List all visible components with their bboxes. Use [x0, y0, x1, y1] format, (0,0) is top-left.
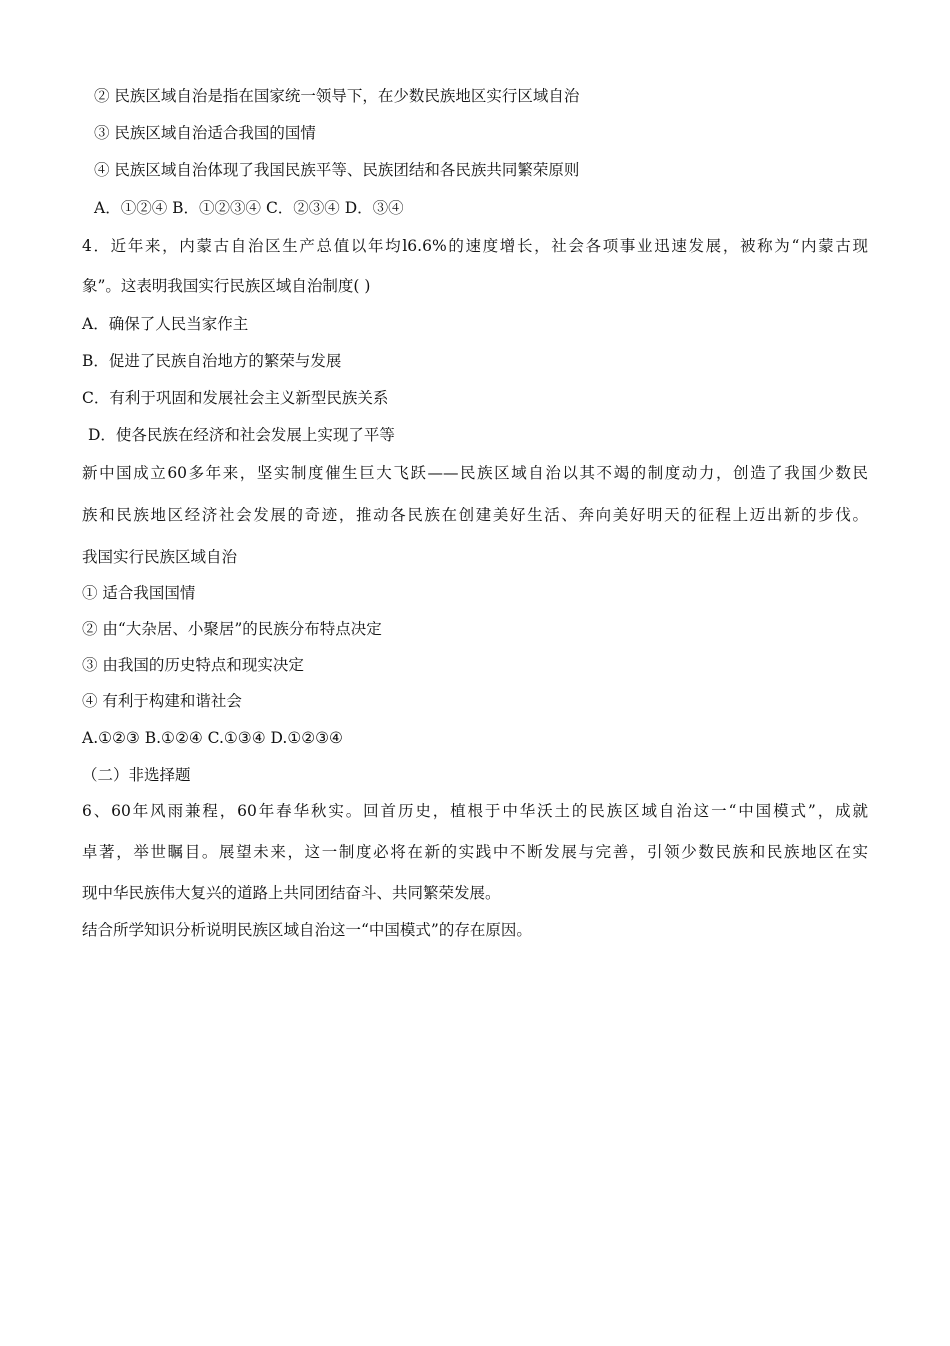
passage-line-1: 新中国成立60多年来，坚实制度催生巨大飞跃——民族区域自治以其不竭的制度动力，创造了我国少数民	[82, 464, 868, 482]
option-statement-3: ③ 民族区域自治适合我国的国情	[94, 124, 316, 142]
question-6-stem-line-3: 现中华民族伟大复兴的道路上共同团结奋斗、共同繁荣发展。	[82, 884, 501, 902]
question-4-option-a: A．确保了人民当家作主	[82, 315, 249, 333]
section-heading-non-choice: （二）非选择题	[82, 766, 191, 784]
question-5-statement-3: ③ 由我国的历史特点和现实决定	[82, 656, 304, 674]
passage-line-2: 族和民族地区经济社会发展的奇迹，推动各民族在创建美好生活、奔向美好明天的征程上迈出新的步伐。	[82, 506, 868, 524]
answer-choices-q3: A．①②④ B．①②③④ C．②③④ D．③④	[94, 199, 404, 217]
option-statement-4: ④ 民族区域自治体现了我国民族平等、民族团结和各民族共同繁荣原则	[94, 161, 580, 179]
answer-choices-q5: A.①②③ B.①②④ C.①③④ D.①②③④	[82, 729, 343, 747]
question-5-stem: 我国实行民族区域自治	[82, 548, 238, 566]
option-statement-2: ② 民族区域自治是指在国家统一领导下，在少数民族地区实行区域自治	[94, 87, 580, 105]
question-4-stem-line-1: 4．近年来，内蒙古自治区生产总值以年均l6.6%的速度增长，社会各项事业迅速发展，被称为“内蒙古现	[82, 237, 868, 255]
question-6-stem-line-2: 卓著，举世瞩目。展望未来，这一制度必将在新的实践中不断发展与完善，引领少数民族和民族地区在实	[82, 843, 868, 861]
question-4-option-d: D．使各民族在经济和社会发展上实现了平等	[88, 426, 395, 444]
question-6-stem-line-1: 6、60年风雨兼程，60年春华秋实。回首历史，植根于中华沃土的民族区域自治这一“中国模式”，成就	[82, 802, 868, 820]
question-4-stem-line-2: 象”。这表明我国实行民族区域自治制度( )	[82, 277, 371, 295]
question-4-option-c: C．有利于巩固和发展社会主义新型民族关系	[82, 389, 389, 407]
question-4-option-b: B．促进了民族自治地方的繁荣与发展	[82, 352, 342, 370]
question-6-prompt: 结合所学知识分析说明民族区域自治这一“中国模式”的存在原因。	[82, 921, 532, 939]
question-5-statement-4: ④ 有利于构建和谐社会	[82, 692, 242, 710]
question-5-statement-2: ② 由“大杂居、小聚居”的民族分布特点决定	[82, 620, 382, 638]
question-5-statement-1: ① 适合我国国情	[82, 584, 196, 602]
